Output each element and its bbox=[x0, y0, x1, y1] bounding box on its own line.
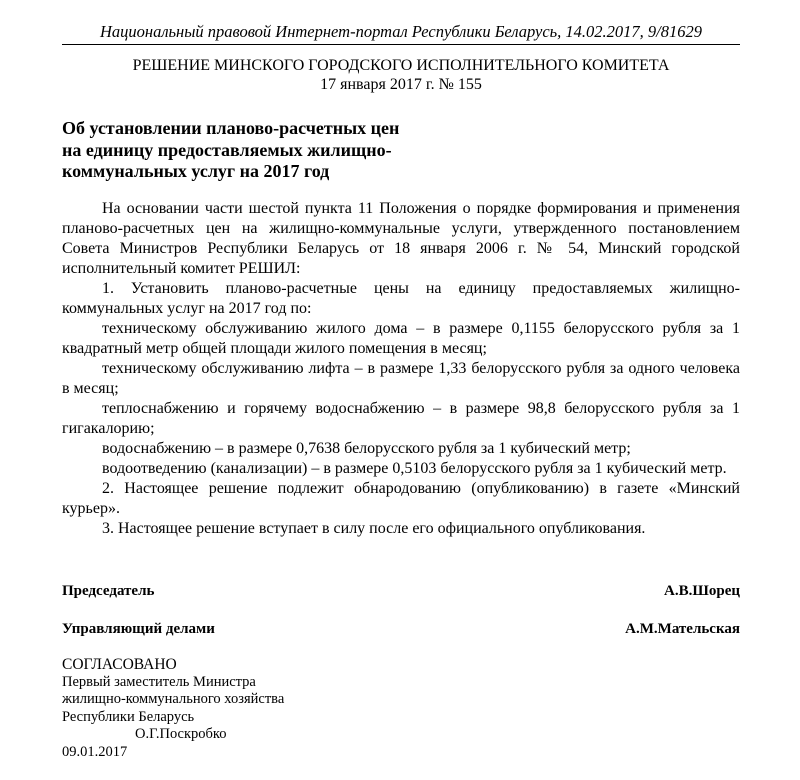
portal-header: Национальный правовой Интернет-портал Республики Беларусь, 14.02.2017, 9/81629 bbox=[62, 22, 740, 45]
signature-name: А.М.Мательская bbox=[625, 621, 740, 637]
clause-1-paragraph: 1. Установить планово-расчетные цены на единицу предоставляемых жилищно-коммунальных услуг на 2017 год по: bbox=[62, 280, 740, 317]
approval-name: О.Г.Поскробко bbox=[135, 726, 227, 742]
price-item-housing-maintenance: техническому обслуживанию жилого дома – в размере 0,1155 белорусского рубля за 1 квадратный метр общей площади жилого помещения в месяц; bbox=[62, 320, 740, 357]
subject-line: на единицу предоставляемых жилищно- bbox=[62, 139, 392, 160]
signature-name: А.В.Шорец bbox=[664, 583, 740, 599]
signature-position: Председатель bbox=[62, 583, 155, 599]
document-date-number: 17 января 2017 г. № 155 bbox=[320, 76, 482, 93]
subject-line: Об установлении планово-расчетных цен bbox=[62, 118, 400, 138]
approval-line: Первый заместитель Министра bbox=[62, 673, 256, 690]
subject-line: коммунальных услуг на 2017 год bbox=[62, 161, 330, 181]
clause-2-paragraph: 2. Настоящее решение подлежит обнародованию (опубликованию) в газете «Минский курьер». bbox=[62, 480, 740, 517]
document-title-block bbox=[62, 56, 740, 94]
document-type: РЕШЕНИЕ МИНСКОГО ГОРОДСКОГО ИСПОЛНИТЕЛЬНОГО КОМИТЕТА bbox=[132, 57, 670, 74]
clause-3-paragraph: 3. Настоящее решение вступает в силу после его официального опубликования. bbox=[102, 520, 646, 537]
preamble-paragraph: На основании части шестой пункта 11 Положения о порядке формирования и применения планово-расчетных цен на жилищно-коммунальные услуги, утвержденного постановлением Совета Министров Республики Беларусь от 18 января 2006 г. № 54, Минский городской исполнительный комитет РЕШИЛ: bbox=[62, 200, 740, 277]
approval-date: 09.01.2017 bbox=[62, 743, 128, 760]
document-subject bbox=[62, 118, 502, 183]
price-item-heating-hot-water: теплоснабжению и горячему водоснабжению – в размере 98,8 белорусского рубля за 1 гигакалорию; bbox=[62, 400, 740, 437]
price-item-elevator-maintenance: техническому обслуживанию лифта – в размере 1,33 белорусского рубля за одного человека в месяц; bbox=[62, 360, 740, 397]
approval-line: жилищно-коммунального хозяйства bbox=[62, 691, 285, 707]
price-item-water-supply: водоснабжению – в размере 0,7638 белорусского рубля за 1 кубический метр; bbox=[102, 440, 631, 457]
signature-chairman bbox=[62, 582, 740, 600]
signature-administrator bbox=[62, 620, 740, 638]
price-item-sewerage: водоотведению (канализации) – в размере 0,5103 белорусского рубля за 1 кубический метр. bbox=[102, 460, 727, 477]
signature-position: Управляющий делами bbox=[62, 621, 215, 637]
approval-heading: СОГЛАСОВАНО bbox=[62, 656, 177, 673]
document-body bbox=[62, 199, 740, 539]
approval-block bbox=[62, 656, 462, 761]
approval-line: Республики Беларусь bbox=[62, 708, 195, 725]
